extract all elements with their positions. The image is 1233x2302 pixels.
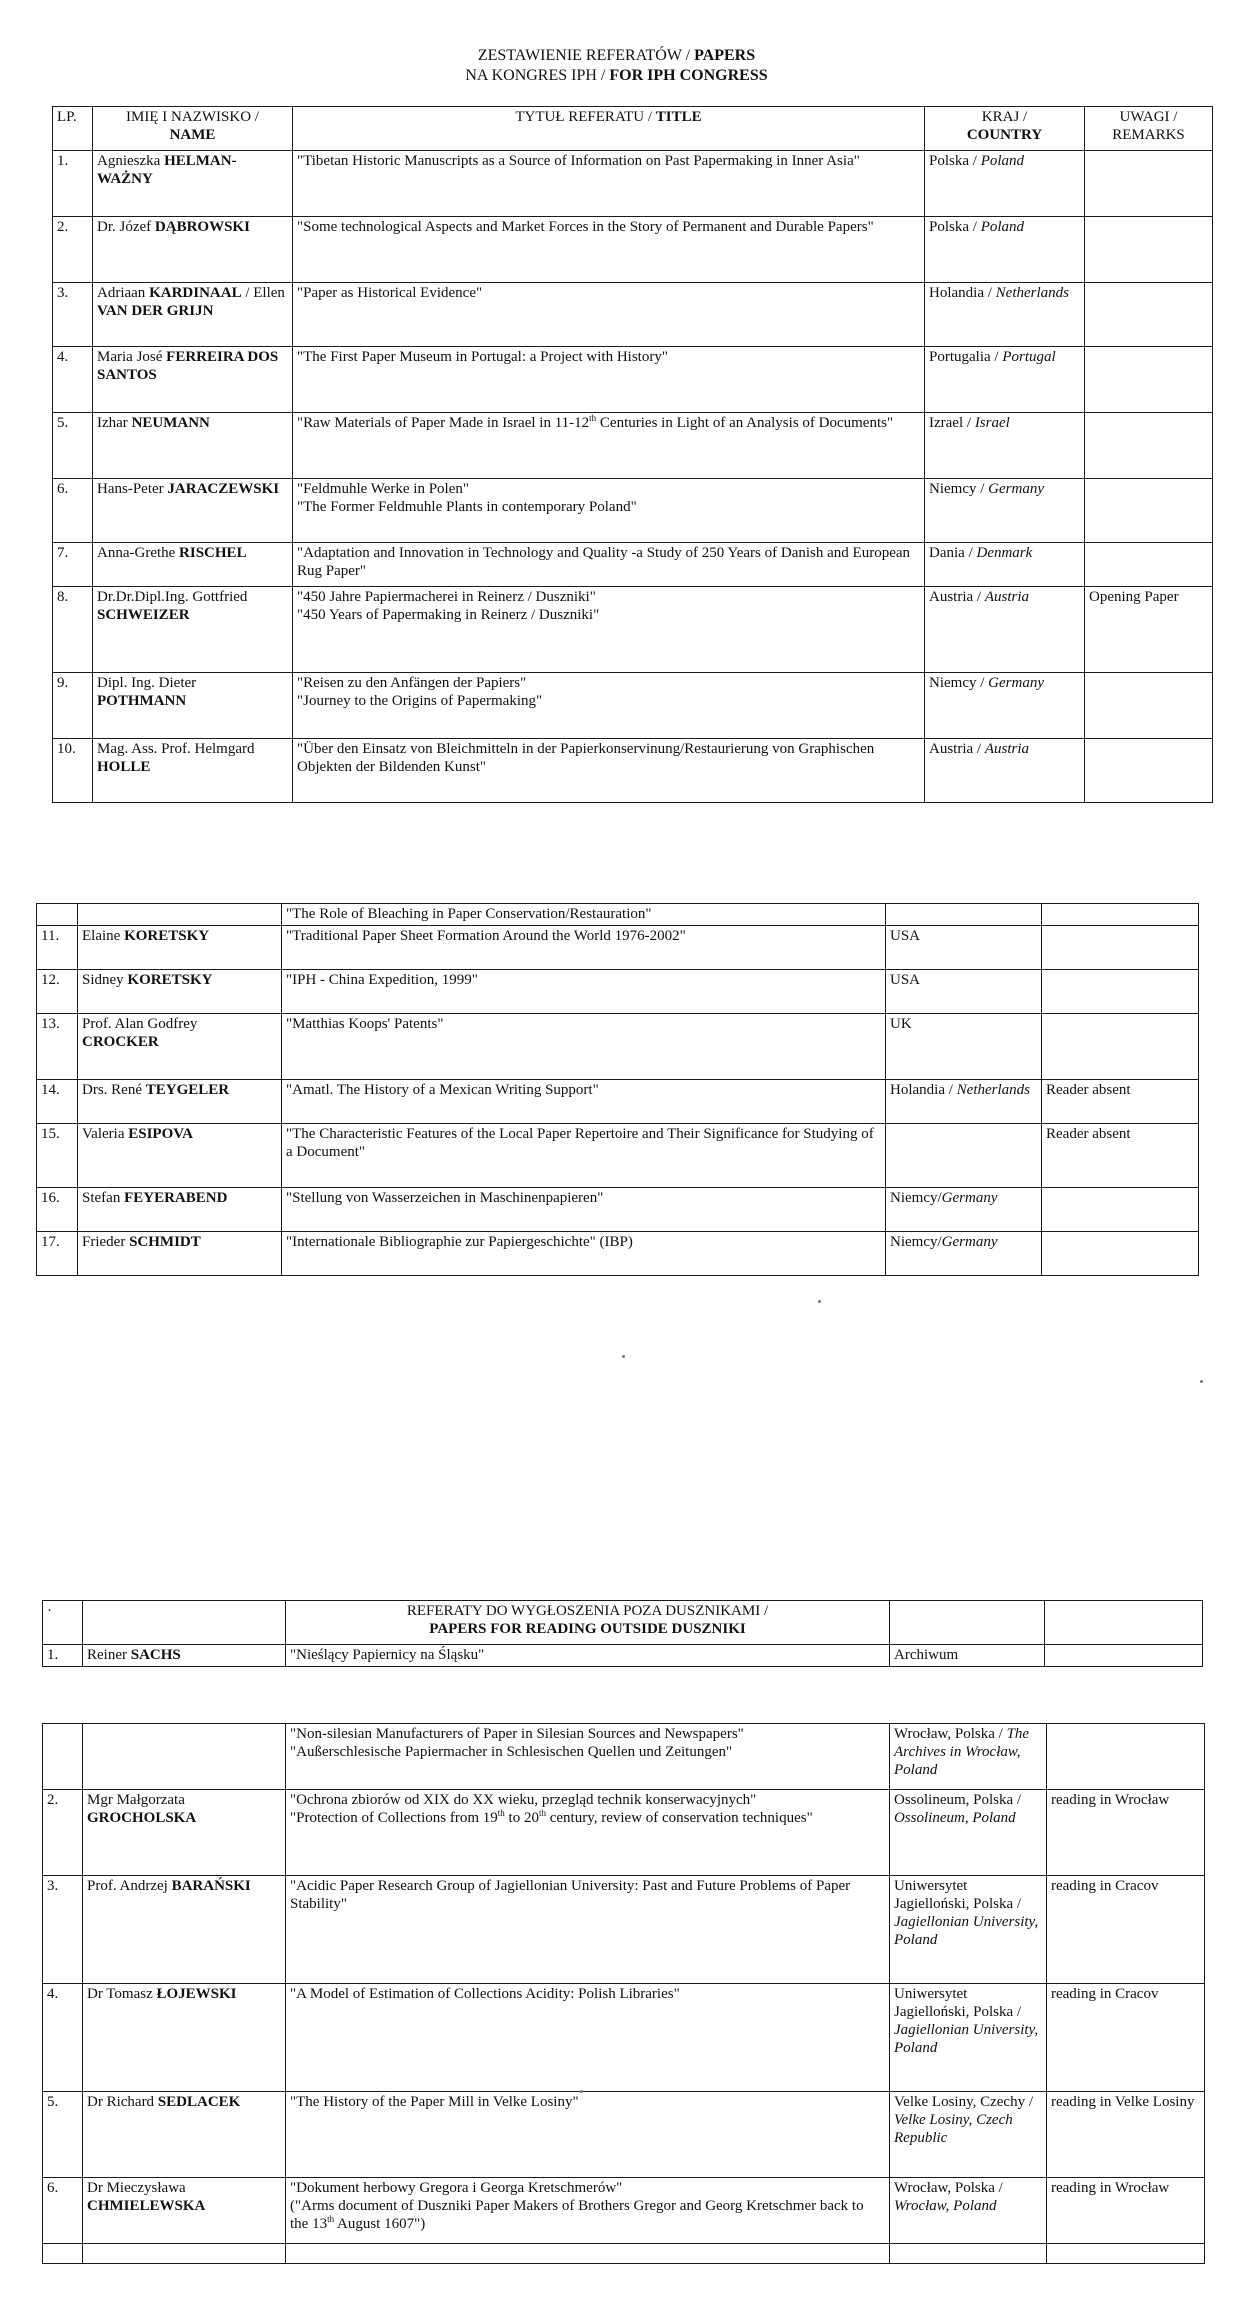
row-name: Sidney KORETSKY	[78, 970, 282, 1014]
row-remarks: Reader absent	[1042, 1124, 1199, 1188]
row-country: Dania / Denmark	[925, 543, 1085, 587]
row-country: Portugalia / Portugal	[925, 347, 1085, 413]
row-title: "Nieślący Papiernicy na Śląsku"	[286, 1645, 890, 1667]
row-country: Niemcy / Germany	[925, 673, 1085, 739]
row-marker: ·	[43, 1601, 83, 1645]
row-name: Mgr Małgorzata GROCHOLSKA	[83, 1790, 286, 1876]
row-country: Niemcy/Germany	[886, 1188, 1042, 1232]
row-remarks: reading in Velke Losiny	[1047, 2092, 1205, 2178]
row-remarks: reading in Cracov	[1047, 1984, 1205, 2092]
row-name: Dipl. Ing. Dieter POTHMANN	[93, 673, 293, 739]
row-lp: 17.	[37, 1232, 78, 1276]
table-row	[43, 1724, 1205, 1790]
row-name: Mag. Ass. Prof. Helmgard HOLLE	[93, 739, 293, 803]
row-title: "The Characteristic Features of the Local Paper Repertoire and Their Significance for Studying of a Document"	[282, 1124, 886, 1188]
row-remarks: Opening Paper	[1085, 587, 1213, 673]
section-heading-row	[43, 1601, 1203, 1645]
row-remarks	[1085, 543, 1213, 587]
row-title: "Acidic Paper Research Group of Jagiellonian University: Past and Future Problems of Paper Stability"	[286, 1876, 890, 1984]
row-remarks	[1042, 970, 1199, 1014]
row-lp: 5.	[53, 413, 93, 479]
row-name: Dr. Józef DĄBROWSKI	[93, 217, 293, 283]
row-country: USA	[886, 926, 1042, 970]
row-name: Dr Mieczysława CHMIELEWSKA	[83, 2178, 286, 2244]
row-title: "The History of the Paper Mill in Velke Losiny"	[286, 2092, 890, 2178]
title-line-2: NA KONGRES IPH / FOR IPH CONGRESS	[465, 67, 768, 84]
row-lp: 14.	[37, 1080, 78, 1124]
row-remarks	[1042, 1232, 1199, 1276]
table-row	[37, 1232, 1199, 1276]
row-name: Valeria ESIPOVA	[78, 1124, 282, 1188]
row-lp: 6.	[53, 479, 93, 543]
table-row	[53, 413, 1213, 479]
table-row	[43, 1645, 1203, 1667]
row-remarks	[1085, 479, 1213, 543]
row-name: Agnieszka HELMAN-WAŻNY	[93, 151, 293, 217]
row-title: "Stellung von Wasserzeichen in Maschinenpapieren"	[282, 1188, 886, 1232]
row-title: "Some technological Aspects and Market Forces in the Story of Permanent and Durable Papers"	[293, 217, 925, 283]
row-title: "Non-silesian Manufacturers of Paper in Silesian Sources and Newspapers" "Außerschlesische Papiermacher in Schlesischen Quellen und Zeitungen"	[286, 1724, 890, 1790]
table-row	[37, 1188, 1199, 1232]
table-row	[53, 673, 1213, 739]
table-header-row	[53, 107, 1213, 151]
table-row	[37, 1124, 1199, 1188]
table-row	[43, 1984, 1205, 2092]
row-remarks	[1085, 673, 1213, 739]
row-lp: 2.	[53, 217, 93, 283]
table-row	[43, 1790, 1205, 1876]
row-lp: 15.	[37, 1124, 78, 1188]
row-remarks	[1085, 347, 1213, 413]
row-country: Wrocław, Polska / The Archives in Wrocław, Poland	[890, 1724, 1047, 1790]
header-name: IMIĘ I NAZWISKO / NAME	[93, 107, 293, 151]
section-heading: REFERATY DO WYGŁOSZENIA POZA DUSZNIKAMI / PAPERS FOR READING OUTSIDE DUSZNIKI	[286, 1601, 890, 1645]
empty-row	[43, 2244, 1205, 2264]
table-row	[53, 587, 1213, 673]
row-name: Dr.Dr.Dipl.Ing. Gottfried SCHWEIZER	[93, 587, 293, 673]
row-lp	[43, 1724, 83, 1790]
row-country: Polska / Poland	[925, 151, 1085, 217]
row-remarks	[1042, 926, 1199, 970]
row-name: Hans-Peter JARACZEWSKI	[93, 479, 293, 543]
row-lp: 5.	[43, 2092, 83, 2178]
row-title: "Internationale Bibliographie zur Papiergeschichte" (IBP)	[282, 1232, 886, 1276]
row-lp: 10.	[53, 739, 93, 803]
papers-outside-duszniki-table	[42, 1723, 1205, 2264]
row-remarks: reading in Wrocław	[1047, 1790, 1205, 1876]
row-name: Drs. René TEYGELER	[78, 1080, 282, 1124]
table-row	[53, 739, 1213, 803]
row-title: "Über den Einsatz von Bleichmitteln in der Papierkonservinung/Restaurierung von Graphischen Objekten der Bildenden Kunst"	[293, 739, 925, 803]
row-country: Niemcy / Germany	[925, 479, 1085, 543]
row-lp: 2.	[43, 1790, 83, 1876]
scan-speck	[1200, 1380, 1203, 1383]
row-remarks	[1085, 151, 1213, 217]
row-country: Uniwersytet Jagielloński, Polska / Jagiellonian University, Poland	[890, 1876, 1047, 1984]
row-country: Izrael / Israel	[925, 413, 1085, 479]
row-title: "A Model of Estimation of Collections Acidity: Polish Libraries"	[286, 1984, 890, 2092]
row-remarks	[1047, 1724, 1205, 1790]
header-remarks: UWAGI / REMARKS	[1085, 107, 1213, 151]
title-line-1: ZESTAWIENIE REFERATÓW / PAPERS	[477, 47, 756, 64]
header-country: KRAJ / COUNTRY	[925, 107, 1085, 151]
row-country: Ossolineum, Polska / Ossolineum, Poland	[890, 1790, 1047, 1876]
row-country: Wrocław, Polska / Wrocław, Poland	[890, 2178, 1047, 2244]
row-name: Elaine KORETSKY	[78, 926, 282, 970]
continuation-row	[37, 904, 1199, 926]
row-name: Reiner SACHS	[83, 1645, 286, 1667]
row-title: "Matthias Koops' Patents"	[282, 1014, 886, 1080]
row-lp: 13.	[37, 1014, 78, 1080]
row-title: "Tibetan Historic Manuscripts as a Source of Information on Past Papermaking in Inner Asia"	[293, 151, 925, 217]
row-title: "IPH - China Expedition, 1999"	[282, 970, 886, 1014]
table-row	[53, 347, 1213, 413]
row-title: "Raw Materials of Paper Made in Israel in 11-12th Centuries in Light of an Analysis of Documents"	[293, 413, 925, 479]
row-title: "The Role of Bleaching in Paper Conservation/Restauration"	[282, 904, 886, 926]
row-country: Uniwersytet Jagielloński, Polska / Jagiellonian University, Poland	[890, 1984, 1047, 2092]
row-country: Archiwum	[890, 1645, 1045, 1667]
row-name: Stefan FEYERABEND	[78, 1188, 282, 1232]
table-row	[53, 151, 1213, 217]
row-remarks	[1085, 739, 1213, 803]
row-country: Austria / Austria	[925, 739, 1085, 803]
row-title: "Paper as Historical Evidence"	[293, 283, 925, 347]
table-row	[43, 1876, 1205, 1984]
document-title	[0, 46, 1233, 86]
row-lp: 3.	[53, 283, 93, 347]
row-name: Izhar NEUMANN	[93, 413, 293, 479]
row-lp: 9.	[53, 673, 93, 739]
header-title: TYTUŁ REFERATU / TITLE	[293, 107, 925, 151]
row-name: Anna-Grethe RISCHEL	[93, 543, 293, 587]
row-lp: 3.	[43, 1876, 83, 1984]
row-remarks	[1042, 1188, 1199, 1232]
row-country: USA	[886, 970, 1042, 1014]
row-title: "Traditional Paper Sheet Formation Around the World 1976-2002"	[282, 926, 886, 970]
row-title: "Feldmuhle Werke in Polen" "The Former Feldmuhle Plants in contemporary Poland"	[293, 479, 925, 543]
table-row	[37, 1014, 1199, 1080]
row-title: "The First Paper Museum in Portugal: a Project with History"	[293, 347, 925, 413]
row-name: Prof. Alan Godfrey CROCKER	[78, 1014, 282, 1080]
row-lp: 4.	[53, 347, 93, 413]
row-name: Prof. Andrzej BARAŃSKI	[83, 1876, 286, 1984]
row-country: UK	[886, 1014, 1042, 1080]
header-lp: LP.	[53, 107, 93, 151]
table-row	[37, 1080, 1199, 1124]
row-remarks	[1085, 217, 1213, 283]
row-country: Niemcy/Germany	[886, 1232, 1042, 1276]
row-name: Dr Richard SEDLACEK	[83, 2092, 286, 2178]
table-row	[43, 2178, 1205, 2244]
row-name: Adriaan KARDINAAL / Ellen VAN DER GRIJN	[93, 283, 293, 347]
row-country: Austria / Austria	[925, 587, 1085, 673]
row-lp: 12.	[37, 970, 78, 1014]
papers-table-2	[36, 903, 1199, 1276]
row-name	[83, 1724, 286, 1790]
row-title: "Adaptation and Innovation in Technology and Quality -a Study of 250 Years of Danish and European Rug Paper"	[293, 543, 925, 587]
row-lp: 11.	[37, 926, 78, 970]
table-row	[53, 283, 1213, 347]
table-row	[43, 2092, 1205, 2178]
row-remarks	[1042, 1014, 1199, 1080]
papers-table-1	[52, 106, 1213, 803]
row-country: Polska / Poland	[925, 217, 1085, 283]
row-country: Holandia / Netherlands	[925, 283, 1085, 347]
row-remarks	[1045, 1645, 1203, 1667]
row-remarks: reading in Cracov	[1047, 1876, 1205, 1984]
row-country: Holandia / Netherlands	[886, 1080, 1042, 1124]
table-row	[37, 926, 1199, 970]
row-remarks: Reader absent	[1042, 1080, 1199, 1124]
row-title: "Dokument herbowy Gregora i Georga Kretschmerów" ("Arms document of Duszniki Paper Makers of Brothers Gregor and Georg Kretschmer back to the 13th August 1607")	[286, 2178, 890, 2244]
table-row	[37, 970, 1199, 1014]
row-lp: 1.	[53, 151, 93, 217]
row-lp: 4.	[43, 1984, 83, 2092]
row-remarks: reading in Wrocław	[1047, 2178, 1205, 2244]
row-lp: 16.	[37, 1188, 78, 1232]
row-title: "Amatl. The History of a Mexican Writing Support"	[282, 1080, 886, 1124]
row-remarks	[1085, 283, 1213, 347]
row-name: Dr Tomasz ŁOJEWSKI	[83, 1984, 286, 2092]
scan-speck	[622, 1355, 625, 1358]
row-title: "450 Jahre Papiermacherei in Reinerz / Duszniki" "450 Years of Papermaking in Reinerz / Duszniki"	[293, 587, 925, 673]
row-lp: 1.	[43, 1645, 83, 1667]
row-lp: 6.	[43, 2178, 83, 2244]
row-lp: 7.	[53, 543, 93, 587]
scan-speck	[818, 1300, 821, 1303]
table-row	[53, 543, 1213, 587]
row-name: Maria José FERREIRA DOS SANTOS	[93, 347, 293, 413]
row-title: "Reisen zu den Anfängen der Papiers" "Journey to the Origins of Papermaking"	[293, 673, 925, 739]
row-remarks	[1085, 413, 1213, 479]
table-row	[53, 479, 1213, 543]
table-row	[53, 217, 1213, 283]
row-lp: 8.	[53, 587, 93, 673]
papers-outside-duszniki-heading-table	[42, 1600, 1203, 1667]
row-country: Velke Losiny, Czechy / Velke Losiny, Czech Republic	[890, 2092, 1047, 2178]
row-country	[886, 1124, 1042, 1188]
row-name: Frieder SCHMIDT	[78, 1232, 282, 1276]
row-title: "Ochrona zbiorów od XIX do XX wieku, przegląd technik konserwacyjnych" "Protection of Collections from 19th to 20th century, review of conservation techniques"	[286, 1790, 890, 1876]
scan-speck	[580, 2090, 583, 2093]
